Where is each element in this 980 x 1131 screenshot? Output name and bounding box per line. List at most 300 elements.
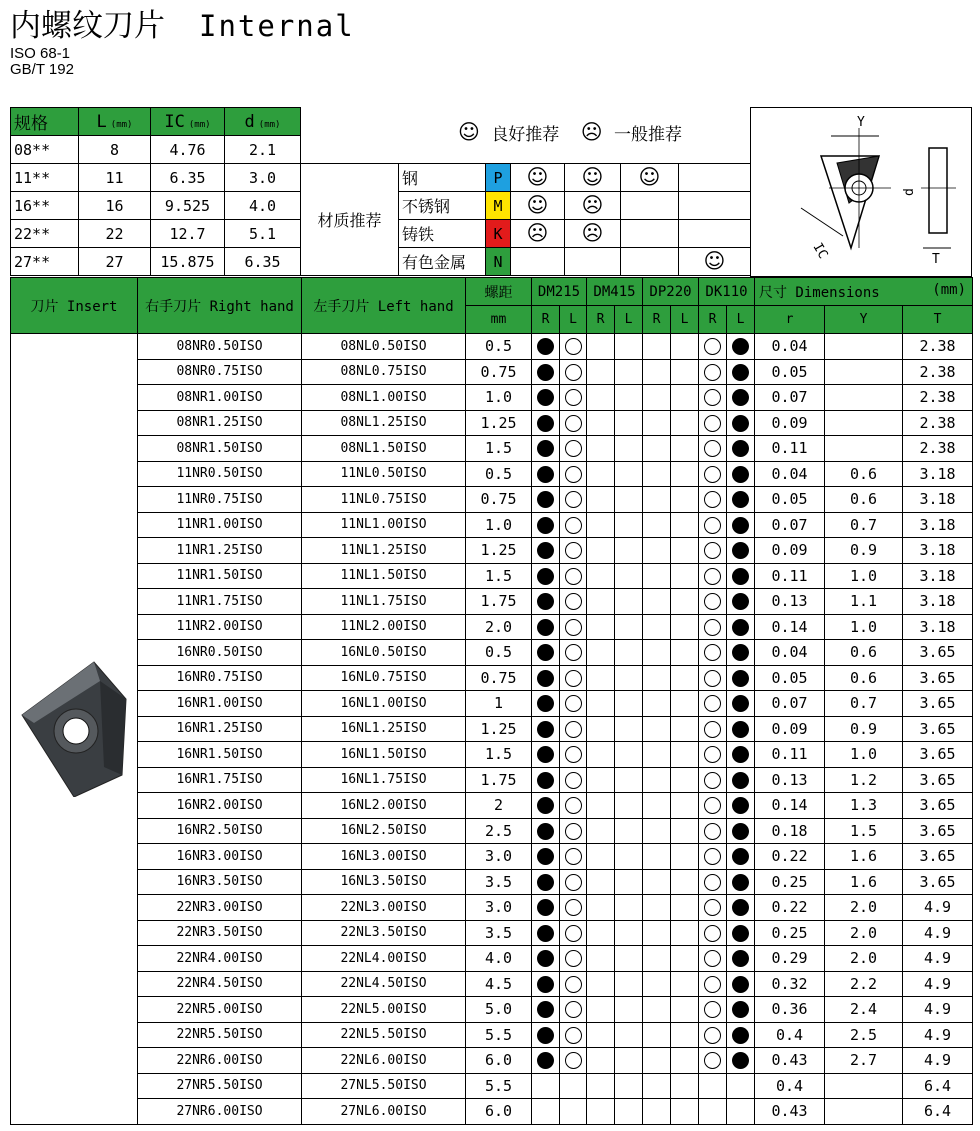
on-order-circle-icon	[565, 925, 582, 942]
pitch-value: 5.5	[466, 1073, 532, 1099]
dim-r-value: 0.32	[755, 971, 825, 997]
stock-cell	[532, 1099, 560, 1125]
dim-r-value: 0.18	[755, 818, 825, 844]
standard-iso: ISO 68-1	[10, 45, 71, 62]
left-hand-code: 16NL3.50ISO	[302, 869, 466, 895]
stock-cell	[643, 946, 671, 972]
in-stock-dot-icon	[732, 415, 749, 432]
material-rec-cell	[621, 248, 679, 276]
dim-t-value: 4.9	[903, 971, 973, 997]
stock-cell	[671, 487, 699, 513]
on-order-circle-icon	[704, 1027, 721, 1044]
on-order-circle-icon	[565, 364, 582, 381]
stock-cell	[615, 512, 643, 538]
stock-cell	[560, 487, 587, 513]
stock-cell	[587, 1048, 615, 1074]
stock-cell	[643, 487, 671, 513]
pitch-value: 0.75	[466, 665, 532, 691]
stock-cell	[532, 640, 560, 666]
insert-row	[11, 869, 973, 895]
stock-cell	[615, 665, 643, 691]
spec-cell-l: 22	[79, 220, 151, 248]
title-cn: 内螺纹刀片	[10, 8, 165, 44]
stock-cell	[615, 589, 643, 615]
dim-y-value: 1.0	[825, 563, 903, 589]
in-stock-dot-icon	[537, 874, 554, 891]
on-order-circle-icon	[565, 619, 582, 636]
pitch-value: 0.75	[466, 359, 532, 385]
pitch-value: 1.5	[466, 563, 532, 589]
insert-row	[11, 971, 973, 997]
stock-cell	[699, 512, 727, 538]
left-hand-code: 08NL1.25ISO	[302, 410, 466, 436]
pitch-value: 0.5	[466, 461, 532, 487]
right-hand-code: 11NR2.00ISO	[138, 614, 302, 640]
right-hand-code: 16NR3.50ISO	[138, 869, 302, 895]
col-dimensions-header: 尺寸 Dimensions (mm)	[755, 278, 973, 306]
stock-cell	[643, 640, 671, 666]
stock-cell	[643, 665, 671, 691]
dim-r-value: 0.36	[755, 997, 825, 1023]
on-order-circle-icon	[565, 874, 582, 891]
stock-cell	[727, 1099, 755, 1125]
right-hand-code: 08NR1.50ISO	[138, 436, 302, 462]
in-stock-dot-icon	[537, 823, 554, 840]
dim-t-value: 4.9	[903, 946, 973, 972]
stock-cell	[643, 385, 671, 411]
material-name: 铸铁	[399, 220, 486, 248]
right-hand-code: 11NR1.50ISO	[138, 563, 302, 589]
stock-cell	[615, 563, 643, 589]
stock-cell	[615, 334, 643, 360]
spec-cell-size: 16**	[11, 192, 79, 220]
in-stock-dot-icon	[732, 491, 749, 508]
stock-cell	[615, 997, 643, 1023]
material-name: 钢	[399, 164, 486, 192]
stock-cell	[560, 716, 587, 742]
on-order-circle-icon	[704, 644, 721, 661]
on-order-circle-icon	[565, 950, 582, 967]
stock-cell	[671, 895, 699, 921]
stock-cell	[699, 334, 727, 360]
stock-cell	[587, 1099, 615, 1125]
dim-t-value: 3.65	[903, 665, 973, 691]
stock-cell	[587, 920, 615, 946]
on-order-circle-icon	[704, 338, 721, 355]
dim-t-value: 3.18	[903, 487, 973, 513]
stock-cell	[587, 487, 615, 513]
material-rec-cell	[621, 164, 679, 192]
stock-cell	[587, 742, 615, 768]
diagram-svg	[751, 108, 971, 276]
on-order-circle-icon	[565, 491, 582, 508]
spec-cell-size: 27**	[11, 248, 79, 276]
in-stock-dot-icon	[732, 925, 749, 942]
stock-cell	[587, 844, 615, 870]
stock-cell	[532, 844, 560, 870]
dim-t-value: 3.65	[903, 818, 973, 844]
stock-cell	[699, 589, 727, 615]
on-order-circle-icon	[565, 1027, 582, 1044]
in-stock-dot-icon	[732, 746, 749, 763]
on-order-circle-icon	[704, 364, 721, 381]
right-hand-code: 08NR1.25ISO	[138, 410, 302, 436]
right-hand-code: 16NR1.25ISO	[138, 716, 302, 742]
dim-r-value: 0.05	[755, 665, 825, 691]
stock-cell	[560, 385, 587, 411]
stock-cell	[560, 461, 587, 487]
stock-cell	[727, 997, 755, 1023]
right-hand-code: 16NR0.75ISO	[138, 665, 302, 691]
stock-cell	[699, 946, 727, 972]
on-order-circle-icon	[565, 670, 582, 687]
stock-cell	[532, 665, 560, 691]
dim-y-value: 2.7	[825, 1048, 903, 1074]
left-hand-code: 16NL2.00ISO	[302, 793, 466, 819]
stock-cell	[615, 844, 643, 870]
on-order-circle-icon	[704, 619, 721, 636]
on-order-circle-icon	[704, 593, 721, 610]
insert-row	[11, 461, 973, 487]
in-stock-dot-icon	[537, 466, 554, 483]
on-order-circle-icon	[704, 746, 721, 763]
material-code-badge: P	[486, 164, 511, 192]
stock-cell	[532, 971, 560, 997]
dim-t-value: 3.18	[903, 538, 973, 564]
dim-y-value: 1.1	[825, 589, 903, 615]
good-label: 良好推荐	[491, 125, 560, 145]
left-hand-code: 16NL1.00ISO	[302, 691, 466, 717]
left-hand-code: 16NL2.50ISO	[302, 818, 466, 844]
insert-row	[11, 334, 973, 360]
general-smiley-icon: ☹	[580, 120, 603, 144]
stock-cell	[671, 844, 699, 870]
stock-cell	[727, 1048, 755, 1074]
stock-cell	[699, 640, 727, 666]
dim-r-value: 0.4	[755, 1073, 825, 1099]
general-smiley-icon: ☹	[526, 221, 549, 245]
left-hand-code: 08NL1.00ISO	[302, 385, 466, 411]
stock-cell	[699, 818, 727, 844]
spec-cell-d: 4.0	[225, 192, 301, 220]
dim-y-value: 0.9	[825, 716, 903, 742]
in-stock-dot-icon	[732, 823, 749, 840]
stock-cell	[699, 895, 727, 921]
stock-cell	[587, 538, 615, 564]
in-stock-dot-icon	[732, 517, 749, 534]
col-dp220-r: R	[643, 306, 671, 334]
left-hand-code: 22NL5.00ISO	[302, 997, 466, 1023]
dim-t-value: 2.38	[903, 334, 973, 360]
stock-cell	[560, 895, 587, 921]
in-stock-dot-icon	[732, 848, 749, 865]
insert-row	[11, 716, 973, 742]
diagram-d-label: d	[902, 188, 917, 196]
stock-cell	[587, 665, 615, 691]
right-hand-code: 08NR0.50ISO	[138, 334, 302, 360]
right-hand-code: 22NR6.00ISO	[138, 1048, 302, 1074]
stock-cell	[671, 665, 699, 691]
stock-cell	[699, 691, 727, 717]
col-pitch-header: 螺距	[466, 278, 532, 306]
on-order-circle-icon	[704, 950, 721, 967]
stock-cell	[532, 767, 560, 793]
in-stock-dot-icon	[537, 695, 554, 712]
stock-cell	[643, 334, 671, 360]
stock-cell	[643, 742, 671, 768]
stock-cell	[643, 1022, 671, 1048]
stock-cell	[727, 385, 755, 411]
stock-cell	[587, 767, 615, 793]
insert-image	[11, 334, 138, 1125]
in-stock-dot-icon	[537, 1052, 554, 1069]
dim-t-value: 3.65	[903, 691, 973, 717]
diagram-ic-label: IC	[809, 240, 831, 262]
stock-cell	[699, 436, 727, 462]
on-order-circle-icon	[704, 670, 721, 687]
stock-cell	[587, 1022, 615, 1048]
dim-y-value: 0.7	[825, 512, 903, 538]
stock-cell	[727, 971, 755, 997]
on-order-circle-icon	[704, 389, 721, 406]
stock-cell	[615, 487, 643, 513]
stock-cell	[615, 1048, 643, 1074]
on-order-circle-icon	[704, 899, 721, 916]
dim-y-value: 1.0	[825, 614, 903, 640]
dim-y-value: 0.6	[825, 665, 903, 691]
stock-cell	[532, 512, 560, 538]
spec-header-l: L (mm)	[79, 108, 151, 136]
stock-cell	[727, 665, 755, 691]
material-row	[301, 164, 751, 192]
material-rec-cell	[679, 220, 751, 248]
col-grade-dm415: DM415	[587, 278, 643, 306]
stock-cell	[615, 436, 643, 462]
stock-cell	[560, 563, 587, 589]
dim-r-value: 0.29	[755, 946, 825, 972]
insert-row	[11, 818, 973, 844]
in-stock-dot-icon	[732, 568, 749, 585]
stock-cell	[560, 767, 587, 793]
col-dim-t: T	[903, 306, 973, 334]
stock-cell	[727, 716, 755, 742]
right-hand-code: 16NR2.00ISO	[138, 793, 302, 819]
col-dm415-r: R	[587, 306, 615, 334]
on-order-circle-icon	[565, 1052, 582, 1069]
material-rec-cell	[565, 192, 621, 220]
in-stock-dot-icon	[537, 415, 554, 432]
right-hand-code: 08NR0.75ISO	[138, 359, 302, 385]
stock-cell	[532, 691, 560, 717]
stock-cell	[587, 997, 615, 1023]
on-order-circle-icon	[565, 440, 582, 457]
material-rec-cell	[565, 220, 621, 248]
stock-cell	[671, 640, 699, 666]
in-stock-dot-icon	[732, 772, 749, 789]
material-rec-cell	[621, 192, 679, 220]
insert-row	[11, 1099, 973, 1125]
in-stock-dot-icon	[537, 542, 554, 559]
stock-cell	[560, 1022, 587, 1048]
stock-cell	[699, 1048, 727, 1074]
stock-cell	[643, 844, 671, 870]
dim-t-value: 3.18	[903, 512, 973, 538]
stock-cell	[671, 538, 699, 564]
stock-cell	[643, 920, 671, 946]
dim-y-value: 0.6	[825, 461, 903, 487]
stock-cell	[699, 1099, 727, 1125]
stock-cell	[560, 640, 587, 666]
in-stock-dot-icon	[732, 542, 749, 559]
stock-cell	[699, 742, 727, 768]
pitch-value: 1.5	[466, 436, 532, 462]
pitch-value: 1.75	[466, 767, 532, 793]
pitch-value: 2	[466, 793, 532, 819]
dim-y-value	[825, 359, 903, 385]
spec-header-size: 规格	[11, 108, 79, 136]
stock-cell	[643, 436, 671, 462]
stock-cell	[727, 844, 755, 870]
stock-cell	[699, 538, 727, 564]
stock-cell	[615, 818, 643, 844]
in-stock-dot-icon	[732, 619, 749, 636]
spec-cell-ic: 9.525	[151, 192, 225, 220]
stock-cell	[727, 946, 755, 972]
stock-cell	[560, 410, 587, 436]
in-stock-dot-icon	[732, 466, 749, 483]
stock-cell	[560, 691, 587, 717]
stock-cell	[532, 563, 560, 589]
dim-y-value: 0.6	[825, 640, 903, 666]
stock-cell	[587, 946, 615, 972]
in-stock-dot-icon	[537, 950, 554, 967]
pitch-value: 2.0	[466, 614, 532, 640]
pitch-value: 3.5	[466, 869, 532, 895]
spec-cell-l: 27	[79, 248, 151, 276]
in-stock-dot-icon	[732, 874, 749, 891]
spec-row	[11, 248, 301, 276]
stock-cell	[699, 614, 727, 640]
in-stock-dot-icon	[537, 976, 554, 993]
insert-row	[11, 589, 973, 615]
left-hand-code: 11NL1.00ISO	[302, 512, 466, 538]
stock-cell	[671, 563, 699, 589]
stock-cell	[615, 538, 643, 564]
spec-cell-ic: 12.7	[151, 220, 225, 248]
pitch-value: 5.5	[466, 1022, 532, 1048]
col-dk110-l: L	[727, 306, 755, 334]
dim-y-value	[825, 334, 903, 360]
stock-cell	[532, 946, 560, 972]
dim-r-value: 0.07	[755, 691, 825, 717]
dim-r-value: 0.13	[755, 589, 825, 615]
stock-cell	[560, 589, 587, 615]
stock-cell	[532, 385, 560, 411]
material-rec-cell	[511, 248, 565, 276]
on-order-circle-icon	[704, 1052, 721, 1069]
title-en: Internal	[199, 9, 355, 43]
left-hand-code: 08NL0.75ISO	[302, 359, 466, 385]
stock-cell	[643, 512, 671, 538]
spec-cell-d: 6.35	[225, 248, 301, 276]
stock-cell	[727, 410, 755, 436]
col-dp220-l: L	[671, 306, 699, 334]
in-stock-dot-icon	[537, 746, 554, 763]
stock-cell	[615, 971, 643, 997]
on-order-circle-icon	[565, 542, 582, 559]
dim-y-value	[825, 436, 903, 462]
dim-y-value	[825, 385, 903, 411]
recommendation-legend	[458, 120, 682, 145]
stock-cell	[671, 691, 699, 717]
on-order-circle-icon	[565, 721, 582, 738]
material-code-badge: N	[486, 248, 511, 276]
pitch-value: 4.5	[466, 971, 532, 997]
spec-cell-size: 08**	[11, 136, 79, 164]
left-hand-code: 27NL5.50ISO	[302, 1073, 466, 1099]
stock-cell	[727, 614, 755, 640]
material-rec-cell	[679, 248, 751, 276]
on-order-circle-icon	[565, 899, 582, 916]
dim-t-value: 4.9	[903, 920, 973, 946]
in-stock-dot-icon	[732, 644, 749, 661]
dim-r-value: 0.09	[755, 538, 825, 564]
dim-r-value: 0.14	[755, 793, 825, 819]
left-hand-code: 22NL3.50ISO	[302, 920, 466, 946]
in-stock-dot-icon	[537, 440, 554, 457]
stock-cell	[643, 1073, 671, 1099]
dim-r-value: 0.07	[755, 512, 825, 538]
pitch-value: 1.5	[466, 742, 532, 768]
stock-cell	[727, 359, 755, 385]
dim-y-value: 2.2	[825, 971, 903, 997]
stock-cell	[671, 1073, 699, 1099]
in-stock-dot-icon	[732, 670, 749, 687]
dim-y-value: 0.7	[825, 691, 903, 717]
stock-cell	[532, 742, 560, 768]
stock-cell	[671, 512, 699, 538]
standard-gb: GB/T 192	[10, 61, 74, 78]
on-order-circle-icon	[565, 746, 582, 763]
stock-cell	[532, 869, 560, 895]
stock-cell	[587, 589, 615, 615]
in-stock-dot-icon	[732, 899, 749, 916]
insert-row	[11, 665, 973, 691]
stock-cell	[587, 793, 615, 819]
diagram-t-label: T	[932, 252, 940, 267]
material-rec-cell	[679, 164, 751, 192]
stock-cell	[699, 971, 727, 997]
stock-cell	[727, 767, 755, 793]
spec-cell-ic: 15.875	[151, 248, 225, 276]
stock-cell	[532, 614, 560, 640]
col-grade-dm215: DM215	[532, 278, 587, 306]
stock-cell	[615, 640, 643, 666]
stock-cell	[727, 436, 755, 462]
on-order-circle-icon	[565, 517, 582, 534]
dim-y-value	[825, 1073, 903, 1099]
spec-header-d: d (mm)	[225, 108, 301, 136]
dim-t-value: 3.18	[903, 563, 973, 589]
in-stock-dot-icon	[537, 644, 554, 661]
stock-cell	[615, 869, 643, 895]
left-hand-code: 16NL0.50ISO	[302, 640, 466, 666]
left-hand-code: 11NL1.50ISO	[302, 563, 466, 589]
dim-t-value: 3.18	[903, 614, 973, 640]
right-hand-code: 22NR4.50ISO	[138, 971, 302, 997]
col-left-hand-header: 左手刀片 Left hand	[302, 278, 466, 334]
spec-cell-ic: 6.35	[151, 164, 225, 192]
